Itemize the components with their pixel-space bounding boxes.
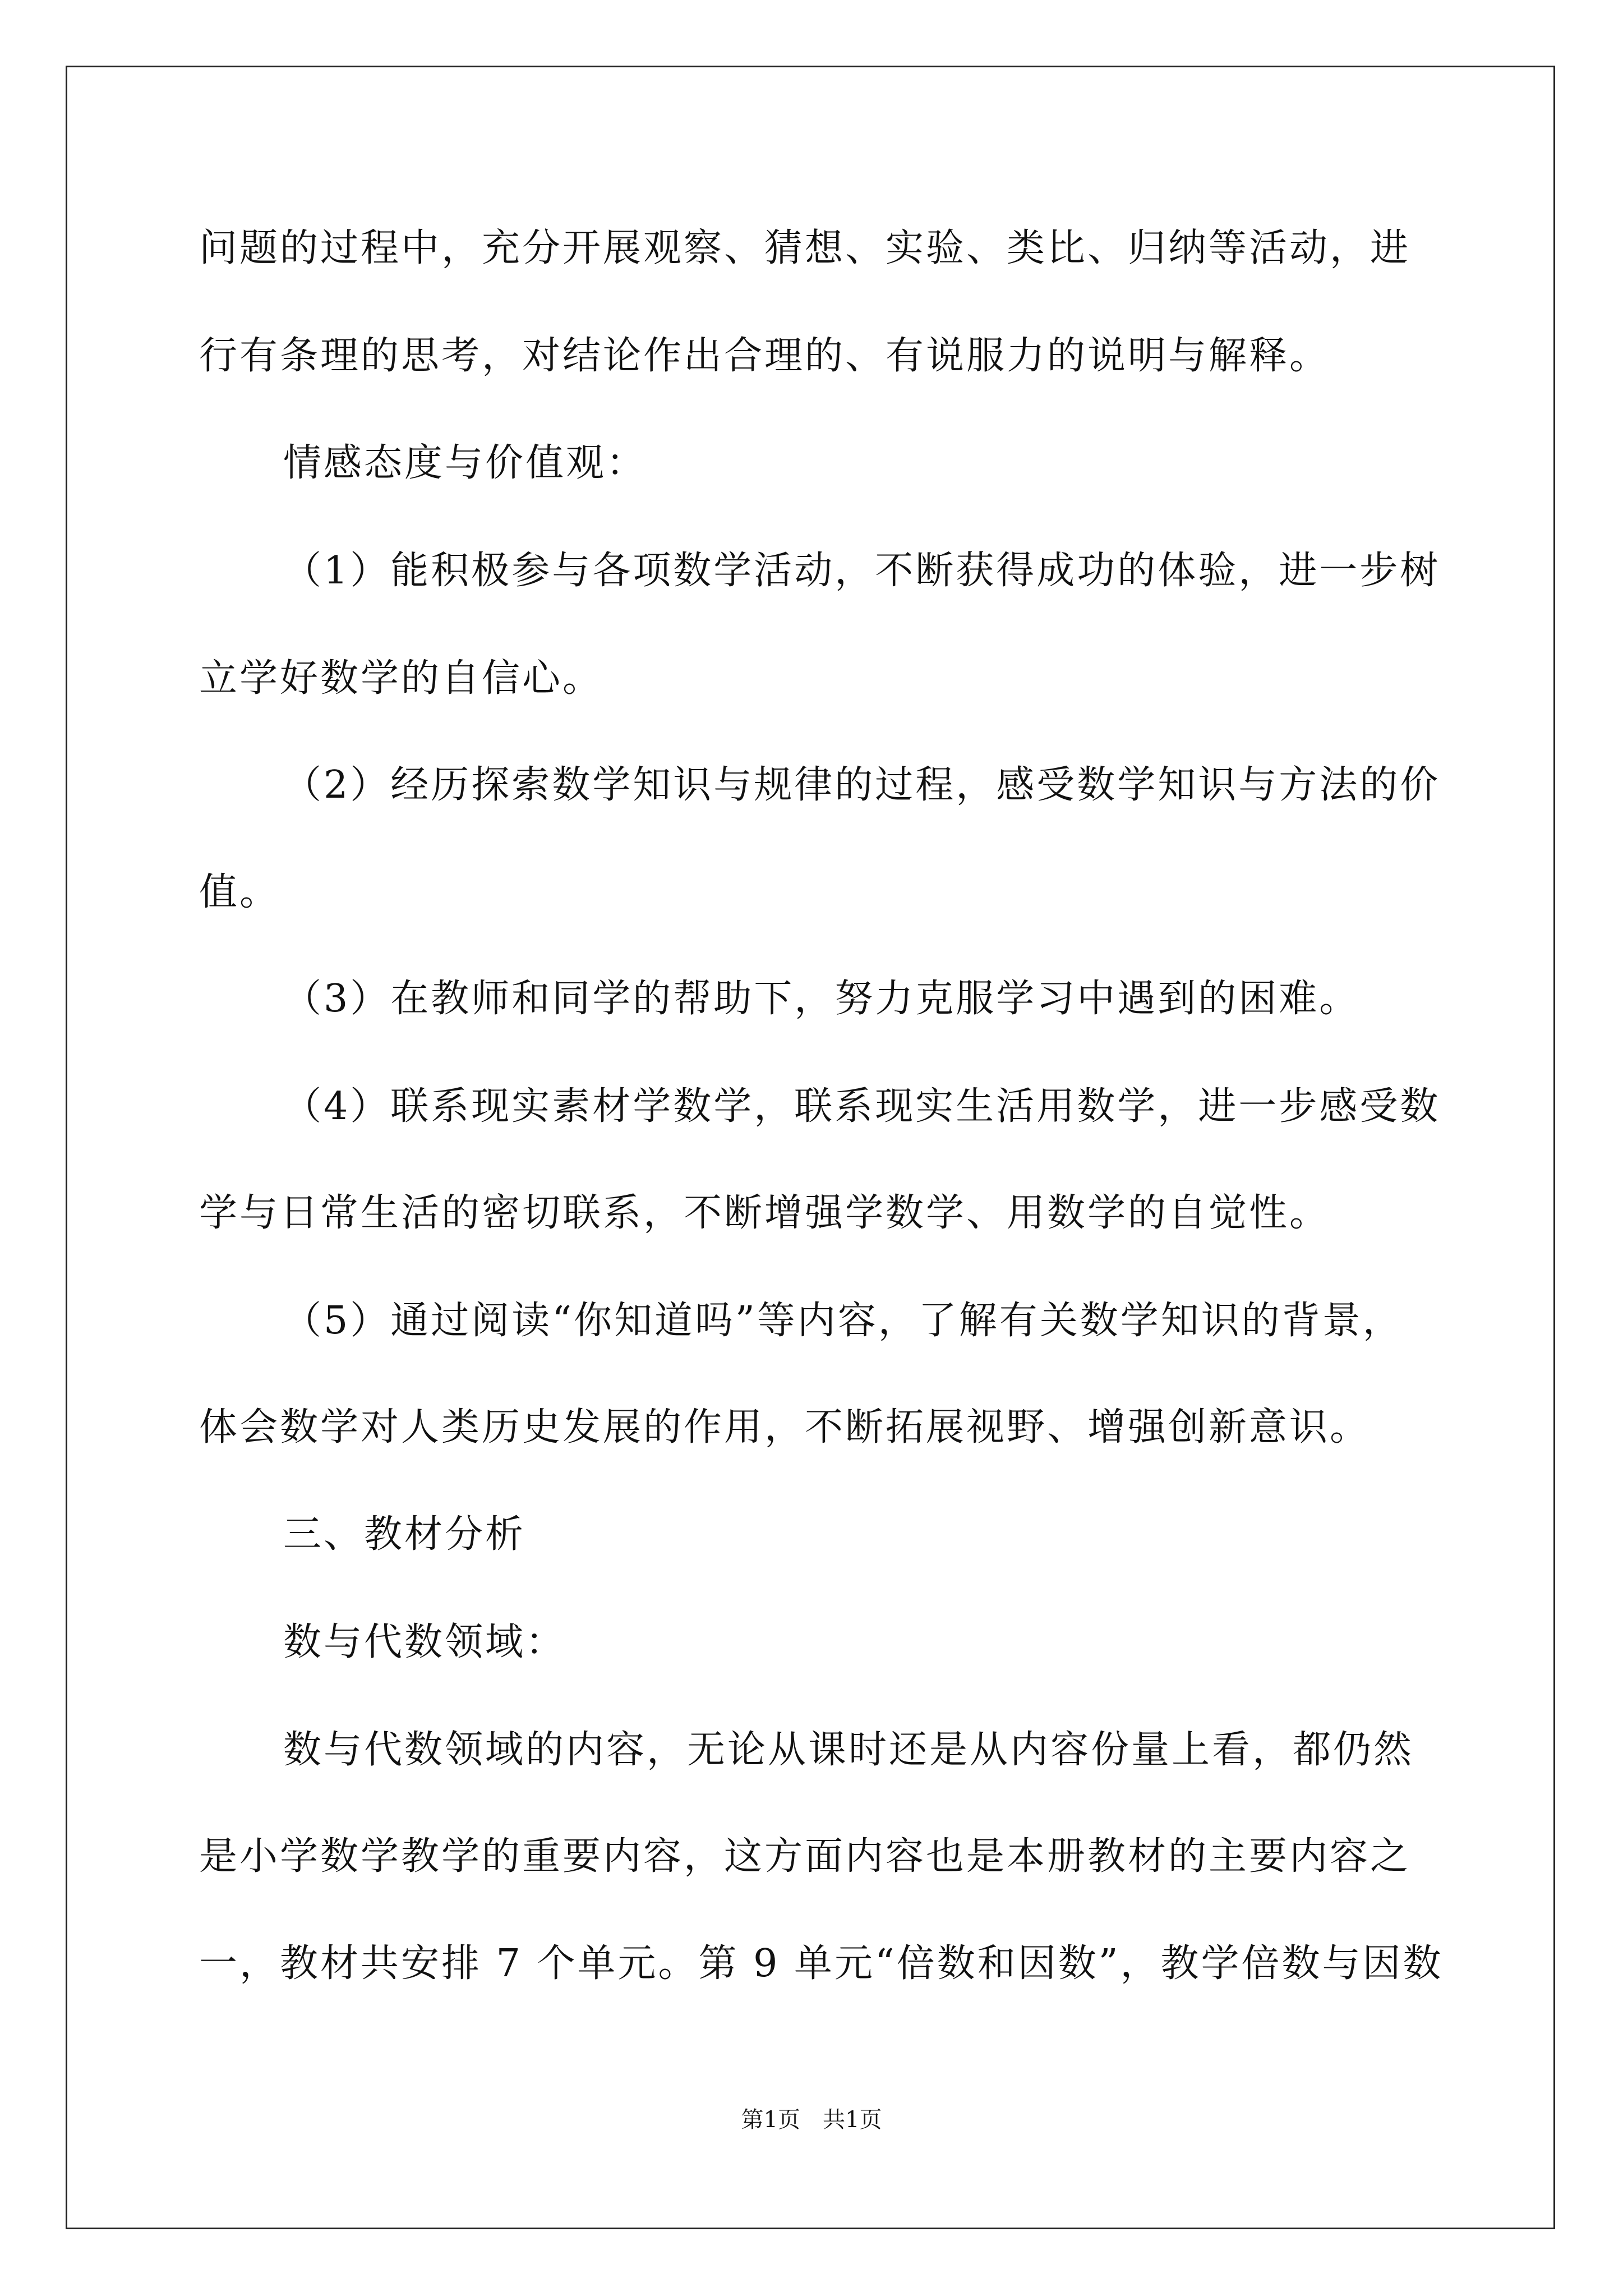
text-line: （1）能积极参与各项数学活动，不断获得成功的体验，进一步树 xyxy=(283,549,1441,593)
section-heading: 情感态度与价值观： xyxy=(283,441,647,485)
section-heading: 三、教材分析 xyxy=(283,1512,526,1557)
text-line: （4）联系现实素材学数学，联系现实生活用数学，进一步感受数 xyxy=(283,1084,1441,1129)
page-footer: 第1页 共1页 xyxy=(741,2107,882,2133)
text-line: 体会数学对人类历史发展的作用，不断拓展视野、增强创新意识。 xyxy=(199,1405,1371,1450)
text-line: （5）通过阅读“你知道吗”等内容，了解有关数学知识的背景， xyxy=(283,1299,1403,1343)
section-heading: 数与代数领域： xyxy=(283,1620,566,1664)
text-line: （3）在教师和同学的帮助下，努力克服学习中遇到的困难。 xyxy=(283,977,1360,1021)
text-line: 学与日常生活的密切联系，不断增强学数学、用数学的自觉性。 xyxy=(199,1191,1330,1235)
text-line: 值。 xyxy=(199,870,280,914)
text-line: 立学好数学的自信心。 xyxy=(199,656,603,701)
text-line: 数与代数领域的内容，无论从课时还是从内容份量上看，都仍然 xyxy=(283,1728,1414,1772)
text-line: 行有条理的思考，对结论作出合理的、有说服力的说明与解释。 xyxy=(199,334,1330,378)
text-line: 一，教材共安排 7 个单元。第 9 单元“倍数和因数”，教学倍数与因数 xyxy=(199,1941,1444,1986)
page-border xyxy=(66,66,1555,2229)
text-line: 问题的过程中，充分开展观察、猜想、实验、类比、归纳等活动，进 xyxy=(199,226,1411,270)
text-line: 是小学数学教学的重要内容，这方面内容也是本册教材的主要内容之 xyxy=(199,1834,1411,1879)
text-line: （2）经历探索数学知识与规律的过程，感受数学知识与方法的价 xyxy=(283,763,1441,807)
